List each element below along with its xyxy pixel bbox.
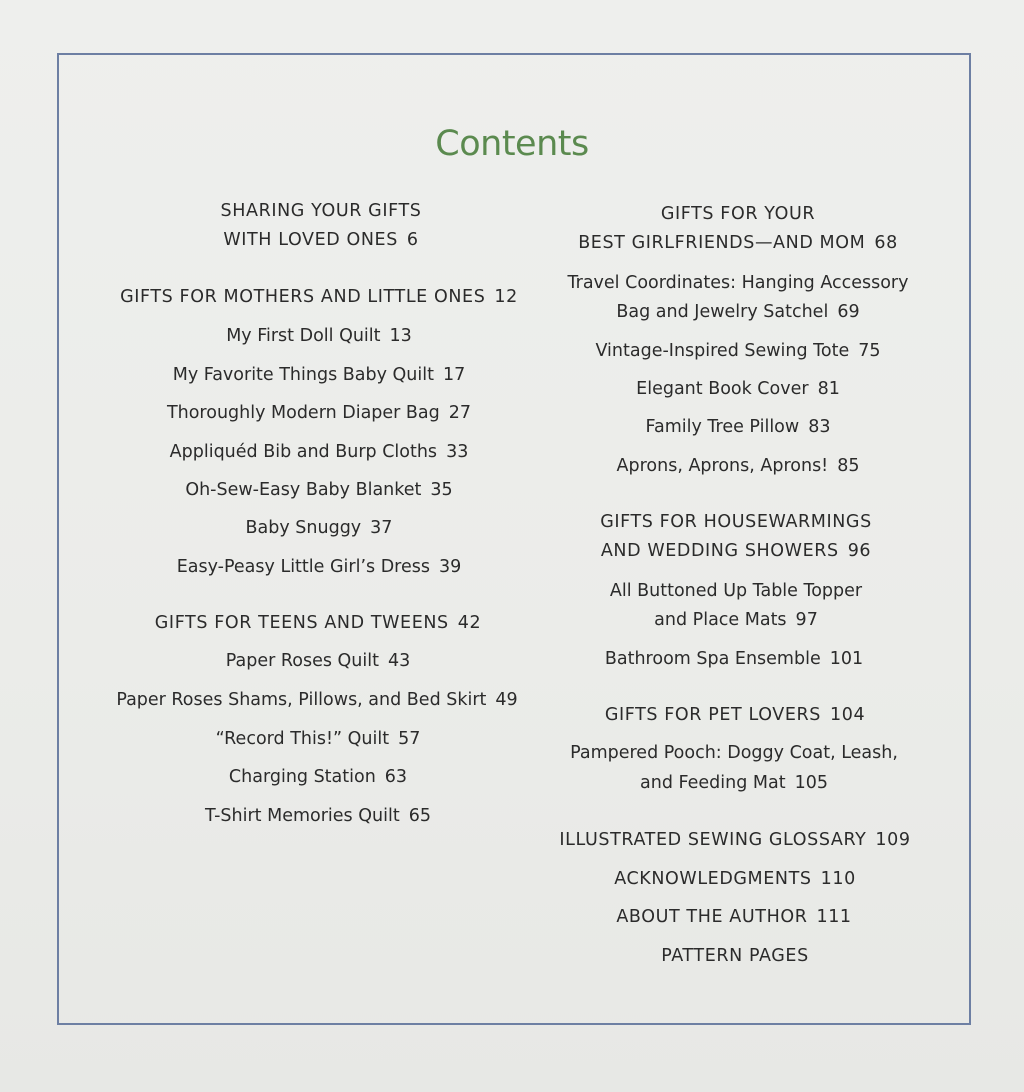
toc-section bbox=[223, 229, 418, 251]
toc-entry-text: Bathroom Spa Ensemble bbox=[604, 649, 821, 669]
toc-entry-text: WITH LOVED ONES bbox=[223, 230, 398, 250]
toc-page-number: 33 bbox=[446, 442, 469, 462]
toc-page-number: 37 bbox=[370, 518, 393, 538]
toc-page-number: 83 bbox=[808, 417, 831, 437]
toc-section bbox=[616, 906, 851, 928]
toc-section bbox=[661, 203, 815, 225]
toc-page-number: 111 bbox=[816, 907, 852, 927]
toc-entry-text: My First Doll Quilt bbox=[226, 326, 381, 346]
toc-entry-text: and Place Mats bbox=[654, 610, 787, 630]
toc-entry-text: SHARING YOUR GIFTS bbox=[220, 201, 422, 221]
toc-entry-text: Vintage-Inspired Sewing Tote bbox=[595, 341, 850, 361]
toc-entry bbox=[616, 301, 859, 323]
toc-entry bbox=[654, 609, 818, 631]
toc-entry bbox=[229, 766, 407, 788]
toc-entry-text: Baby Snuggy bbox=[245, 518, 362, 538]
toc-entry bbox=[205, 805, 431, 827]
toc-entry-text: GIFTS FOR PET LOVERS bbox=[604, 705, 821, 725]
toc-entry bbox=[173, 364, 466, 386]
toc-page-number: 81 bbox=[817, 379, 840, 399]
toc-entry-text: AND WEDDING SHOWERS bbox=[600, 541, 839, 561]
toc-page-number: 43 bbox=[387, 651, 411, 671]
toc-page-number: 65 bbox=[408, 806, 431, 826]
toc-entry-text: PATTERN PAGES bbox=[661, 946, 809, 966]
toc-entry-text: Thoroughly Modern Diaper Bag bbox=[166, 403, 440, 423]
toc-section bbox=[559, 829, 910, 851]
toc-page-number: 101 bbox=[829, 649, 864, 669]
toc-entry-text: ABOUT THE AUTHOR bbox=[616, 907, 808, 927]
toc-entry-text: Appliquéd Bib and Burp Cloths bbox=[169, 442, 438, 462]
toc-page-number: 104 bbox=[829, 705, 866, 725]
toc-section bbox=[221, 200, 422, 222]
toc-page-number: 17 bbox=[442, 365, 466, 385]
toc-page-number: 85 bbox=[837, 456, 860, 476]
toc-page-number: 49 bbox=[495, 690, 518, 710]
page-title: Contents bbox=[435, 124, 589, 164]
toc-entry-text: GIFTS FOR HOUSEWARMINGS bbox=[600, 512, 872, 532]
toc-entry bbox=[185, 479, 452, 501]
toc-entry bbox=[570, 742, 898, 764]
toc-entry bbox=[116, 689, 517, 711]
toc-section bbox=[120, 286, 518, 308]
toc-page-number: 97 bbox=[795, 610, 818, 630]
toc-entry-text: and Feeding Mat bbox=[640, 773, 786, 793]
toc-page-number: 68 bbox=[874, 233, 898, 253]
toc-section bbox=[601, 540, 871, 562]
toc-page-number: 6 bbox=[406, 230, 419, 250]
toc-section bbox=[605, 704, 865, 726]
toc-entry-text: Travel Coordinates: Hanging Accessory bbox=[567, 273, 909, 293]
toc-entry-text: “Record This!” Quilt bbox=[215, 729, 390, 749]
toc-page-number: 12 bbox=[494, 287, 518, 307]
toc-entry-text: GIFTS FOR TEENS AND TWEENS bbox=[154, 613, 449, 633]
toc-entry-text: Charging Station bbox=[228, 767, 376, 787]
toc-entry-text: BEST GIRLFRIENDS—AND MOM bbox=[578, 233, 866, 253]
toc-entry-text: Paper Roses Shams, Pillows, and Bed Skirt bbox=[116, 690, 487, 710]
toc-section bbox=[614, 868, 856, 890]
toc-entry-text: Paper Roses Quilt bbox=[225, 651, 379, 671]
toc-entry bbox=[167, 402, 471, 424]
toc-entry bbox=[226, 650, 411, 672]
toc-entry bbox=[170, 441, 469, 463]
toc-page-number: 63 bbox=[384, 767, 408, 787]
toc-entry bbox=[216, 728, 421, 750]
toc-page-number: 13 bbox=[389, 326, 412, 346]
toc-entry-text: Bag and Jewelry Satchel bbox=[616, 302, 829, 322]
toc-page-number: 57 bbox=[398, 729, 421, 749]
toc-section bbox=[578, 232, 898, 254]
toc-entry-text: Oh-Sew-Easy Baby Blanket bbox=[185, 480, 422, 500]
toc-entry bbox=[646, 416, 831, 438]
toc-entry bbox=[636, 378, 840, 400]
toc-entry-text: GIFTS FOR YOUR bbox=[660, 204, 816, 224]
toc-entry bbox=[605, 648, 863, 670]
toc-entry bbox=[640, 772, 828, 794]
toc-entry-text: My Favorite Things Baby Quilt bbox=[172, 365, 434, 385]
toc-entry bbox=[617, 455, 860, 477]
toc-entry bbox=[177, 556, 462, 578]
toc-entry-text: Aprons, Aprons, Aprons! bbox=[616, 456, 829, 476]
toc-section bbox=[600, 511, 872, 533]
toc-entry-text: GIFTS FOR MOTHERS AND LITTLE ONES bbox=[120, 287, 486, 307]
toc-entry bbox=[610, 580, 862, 602]
toc-page-number: 35 bbox=[430, 480, 453, 500]
toc-page-number: 69 bbox=[837, 302, 860, 322]
toc-page-number: 42 bbox=[457, 613, 482, 633]
toc-section bbox=[155, 612, 481, 634]
toc-page-number: 96 bbox=[847, 541, 872, 561]
toc-page-number: 39 bbox=[438, 557, 462, 577]
toc-entry bbox=[246, 517, 393, 539]
toc-entry-text: Easy-Peasy Little Girl’s Dress bbox=[176, 557, 430, 577]
toc-entry-text: Elegant Book Cover bbox=[636, 379, 809, 399]
toc-entry bbox=[595, 340, 880, 362]
toc-entry-text: All Buttoned Up Table Topper bbox=[609, 581, 863, 601]
toc-page-number: 75 bbox=[858, 341, 881, 361]
toc-section bbox=[661, 945, 809, 967]
toc-page-number: 109 bbox=[875, 830, 911, 850]
toc-entry bbox=[226, 325, 412, 347]
toc-entry-text: T-Shirt Memories Quilt bbox=[205, 806, 400, 826]
toc-page-number: 27 bbox=[448, 403, 472, 423]
toc-entry-text: Family Tree Pillow bbox=[645, 417, 800, 437]
toc-page-number: 105 bbox=[794, 773, 828, 793]
toc-entry bbox=[568, 272, 909, 294]
toc-page-number: 110 bbox=[820, 869, 856, 889]
toc-entry-text: ACKNOWLEDGMENTS bbox=[614, 869, 812, 889]
toc-entry-text: Pampered Pooch: Doggy Coat, Leash, bbox=[570, 743, 898, 763]
toc-entry-text: ILLUSTRATED SEWING GLOSSARY bbox=[559, 830, 867, 850]
